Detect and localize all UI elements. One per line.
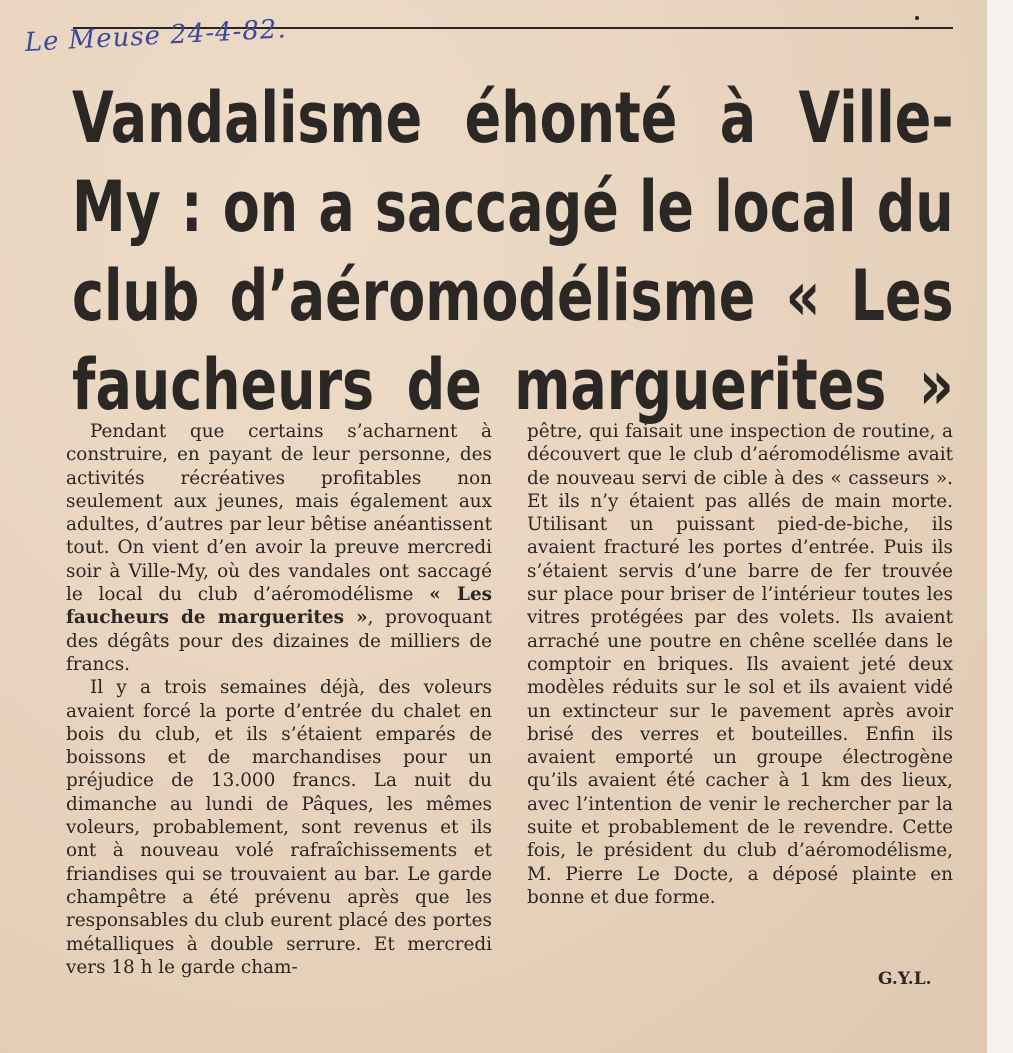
club-name: « Les faucheurs de marguerites » [66, 584, 492, 629]
headline-line-4: faucheurs de marguerites » [72, 344, 954, 426]
headline-line-2: My : on a saccagé le local du [72, 166, 954, 248]
headline-line-3: club d’aéromodélisme « Les [72, 255, 954, 337]
paragraph-1-text-b: , provoquant des dégâts pour des dizaines de milliers de francs. [66, 607, 492, 675]
article-column-left [66, 420, 492, 979]
byline: G.Y.L. [878, 969, 932, 989]
paragraph-3: pêtre, qui faisait une inspection de routine, a découvert que le club d’aéromodélisme avait de nouveau servi de cible à des « casseurs ». Et ils n’y étaient pas allés de main morte. Utilisant un puissant pied-de-biche, ils avaient fracturé les portes d’entrée. Puis ils s’étaient servis d’une barre de fer trouvée sur place pour briser de l’intérieur toutes les vitres protégées par des volets. Ils avaient arraché une poutre en chêne scellée dans le comptoir en briques. Ils avaient jeté deux modèles réduits sur le sol et ils avaient vidé un extincteur sur le pavement après avoir brisé des verres et bouteilles. Enfin ils avaient emporté un groupe électrogène qu’ils avaient été cacher à 1 km des lieux, avec l’intention de venir le rechercher par la suite et probablement de le revendre. Cette fois, le président du club d’aéromodélisme, M. Pierre Le Docte, a déposé plainte en bonne et due forme. [527, 421, 953, 908]
paragraph-1-text-a: Pendant que certains s’acharnent à construire, en payant de leur personne, des activités récréatives profitables non seulement aux jeunes, mais également aux adultes, d’autres par leur bêtise anéantissent tout. On vient d’en avoir la preuve mercredi soir à Ville-My, où des vandales ont saccagé le local du club d’aéromodélisme [66, 421, 492, 606]
article-column-right [527, 420, 953, 909]
paragraph-1 [66, 420, 492, 676]
clipping-edge [986, 0, 1013, 1053]
top-dot [915, 16, 919, 20]
headline-line-1: Vandalisme éhonté à Ville- [72, 77, 954, 159]
handwritten-note: Le Meuse 24-4-82. [24, 14, 288, 58]
headline [72, 74, 954, 430]
paragraph-2: Il y a trois semaines déjà, des voleurs avaient forcé la porte d’entrée du chalet en bois du club, et ils s’étaient emparés de boissons et de marchandises pour un préjudice de 13.000 francs. La nuit du dimanche au lundi de Pâques, les mêmes voleurs, probablement, sont revenus et ils ont à nouveau volé rafraîchissements et friandises qui se trouvaient au bar. Le garde champêtre a été prévenu après que les responsables du club eurent placé des portes métalliques à double serrure. Et mercredi vers 18 h le garde cham- [66, 677, 492, 978]
